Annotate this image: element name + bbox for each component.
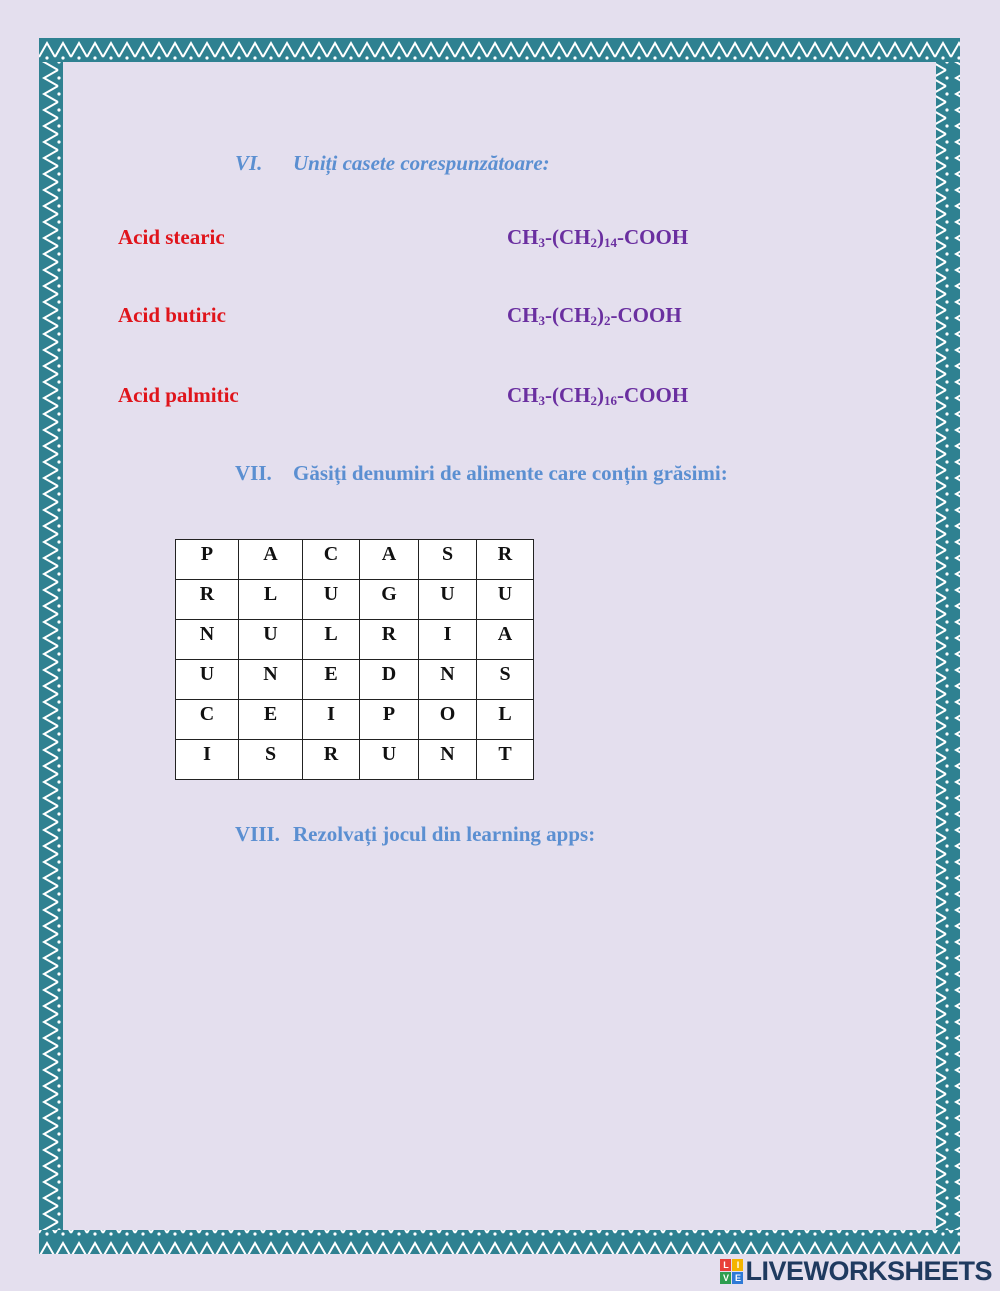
acid-name-1[interactable]: Acid stearic — [118, 225, 225, 249]
grid-cell[interactable]: I — [176, 740, 239, 780]
grid-cell[interactable]: D — [360, 660, 419, 700]
grid-cell[interactable]: S — [239, 740, 303, 780]
grid-cell[interactable]: I — [303, 700, 360, 740]
grid-row — [176, 580, 534, 620]
grid-cell[interactable]: N — [176, 620, 239, 660]
formula-2[interactable]: $CH_3-(CH_2)_2$-COOH — [507, 303, 682, 328]
grid-cell[interactable]: I — [419, 620, 477, 660]
grid-cell[interactable]: C — [303, 540, 360, 580]
grid-cell[interactable]: R — [477, 540, 534, 580]
section-6-title: Uniți casete corespunzătoare: — [293, 151, 550, 175]
grid-row — [176, 700, 534, 740]
grid-cell[interactable]: S — [477, 660, 534, 700]
grid-cell[interactable]: A — [477, 620, 534, 660]
formula-3[interactable]: $CH_3-(CH_2)_{16}$-COOH — [507, 383, 689, 408]
grid-cell[interactable]: N — [419, 740, 477, 780]
word-search-grid — [175, 539, 534, 780]
grid-cell[interactable]: A — [239, 540, 303, 580]
grid-cell[interactable]: G — [360, 580, 419, 620]
section-8-title: Rezolvați jocul din learning apps: — [293, 822, 596, 846]
grid-cell[interactable]: U — [360, 740, 419, 780]
grid-cell[interactable]: N — [419, 660, 477, 700]
acid-name-2[interactable]: Acid butiric — [118, 303, 226, 327]
logo-text: LIVEWORKSHEETS — [745, 1255, 992, 1286]
grid-cell[interactable]: P — [176, 540, 239, 580]
grid-cell[interactable]: N — [239, 660, 303, 700]
grid-cell[interactable]: L — [239, 580, 303, 620]
grid-cell[interactable]: P — [360, 700, 419, 740]
grid-cell[interactable]: R — [176, 580, 239, 620]
grid-cell[interactable]: A — [360, 540, 419, 580]
section-6-number: VI. — [235, 151, 263, 175]
grid-cell[interactable]: U — [477, 580, 534, 620]
grid-row — [176, 660, 534, 700]
grid-cell[interactable]: E — [239, 700, 303, 740]
grid-cell[interactable]: E — [303, 660, 360, 700]
grid-row — [176, 540, 534, 580]
grid-cell[interactable]: T — [477, 740, 534, 780]
liveworksheets-logo[interactable] — [720, 1256, 992, 1286]
grid-cell[interactable]: U — [176, 660, 239, 700]
grid-cell[interactable]: R — [303, 740, 360, 780]
grid-cell[interactable]: U — [303, 580, 360, 620]
grid-cell[interactable]: S — [419, 540, 477, 580]
grid-cell[interactable]: O — [419, 700, 477, 740]
formula-1[interactable]: $CH_3-(CH_2)_{14}$-COOH — [507, 225, 689, 250]
section-7-heading — [235, 461, 728, 486]
grid-cell[interactable]: U — [419, 580, 477, 620]
grid-row — [176, 620, 534, 660]
grid-cell[interactable]: L — [477, 700, 534, 740]
grid-cell[interactable]: U — [239, 620, 303, 660]
logo-mark-icon: L I V E — [720, 1259, 743, 1284]
grid-cell[interactable]: C — [176, 700, 239, 740]
acid-name-3[interactable]: Acid palmitic — [118, 383, 239, 407]
section-8-heading — [235, 822, 595, 847]
section-6-heading — [235, 151, 550, 176]
grid-cell[interactable]: R — [360, 620, 419, 660]
grid-row — [176, 740, 534, 780]
section-7-title: Găsiți denumiri de alimente care conțin grăsimi: — [293, 461, 728, 485]
section-7-number: VII. — [235, 461, 272, 485]
section-8-number: VIII. — [235, 822, 280, 846]
grid-cell[interactable]: L — [303, 620, 360, 660]
